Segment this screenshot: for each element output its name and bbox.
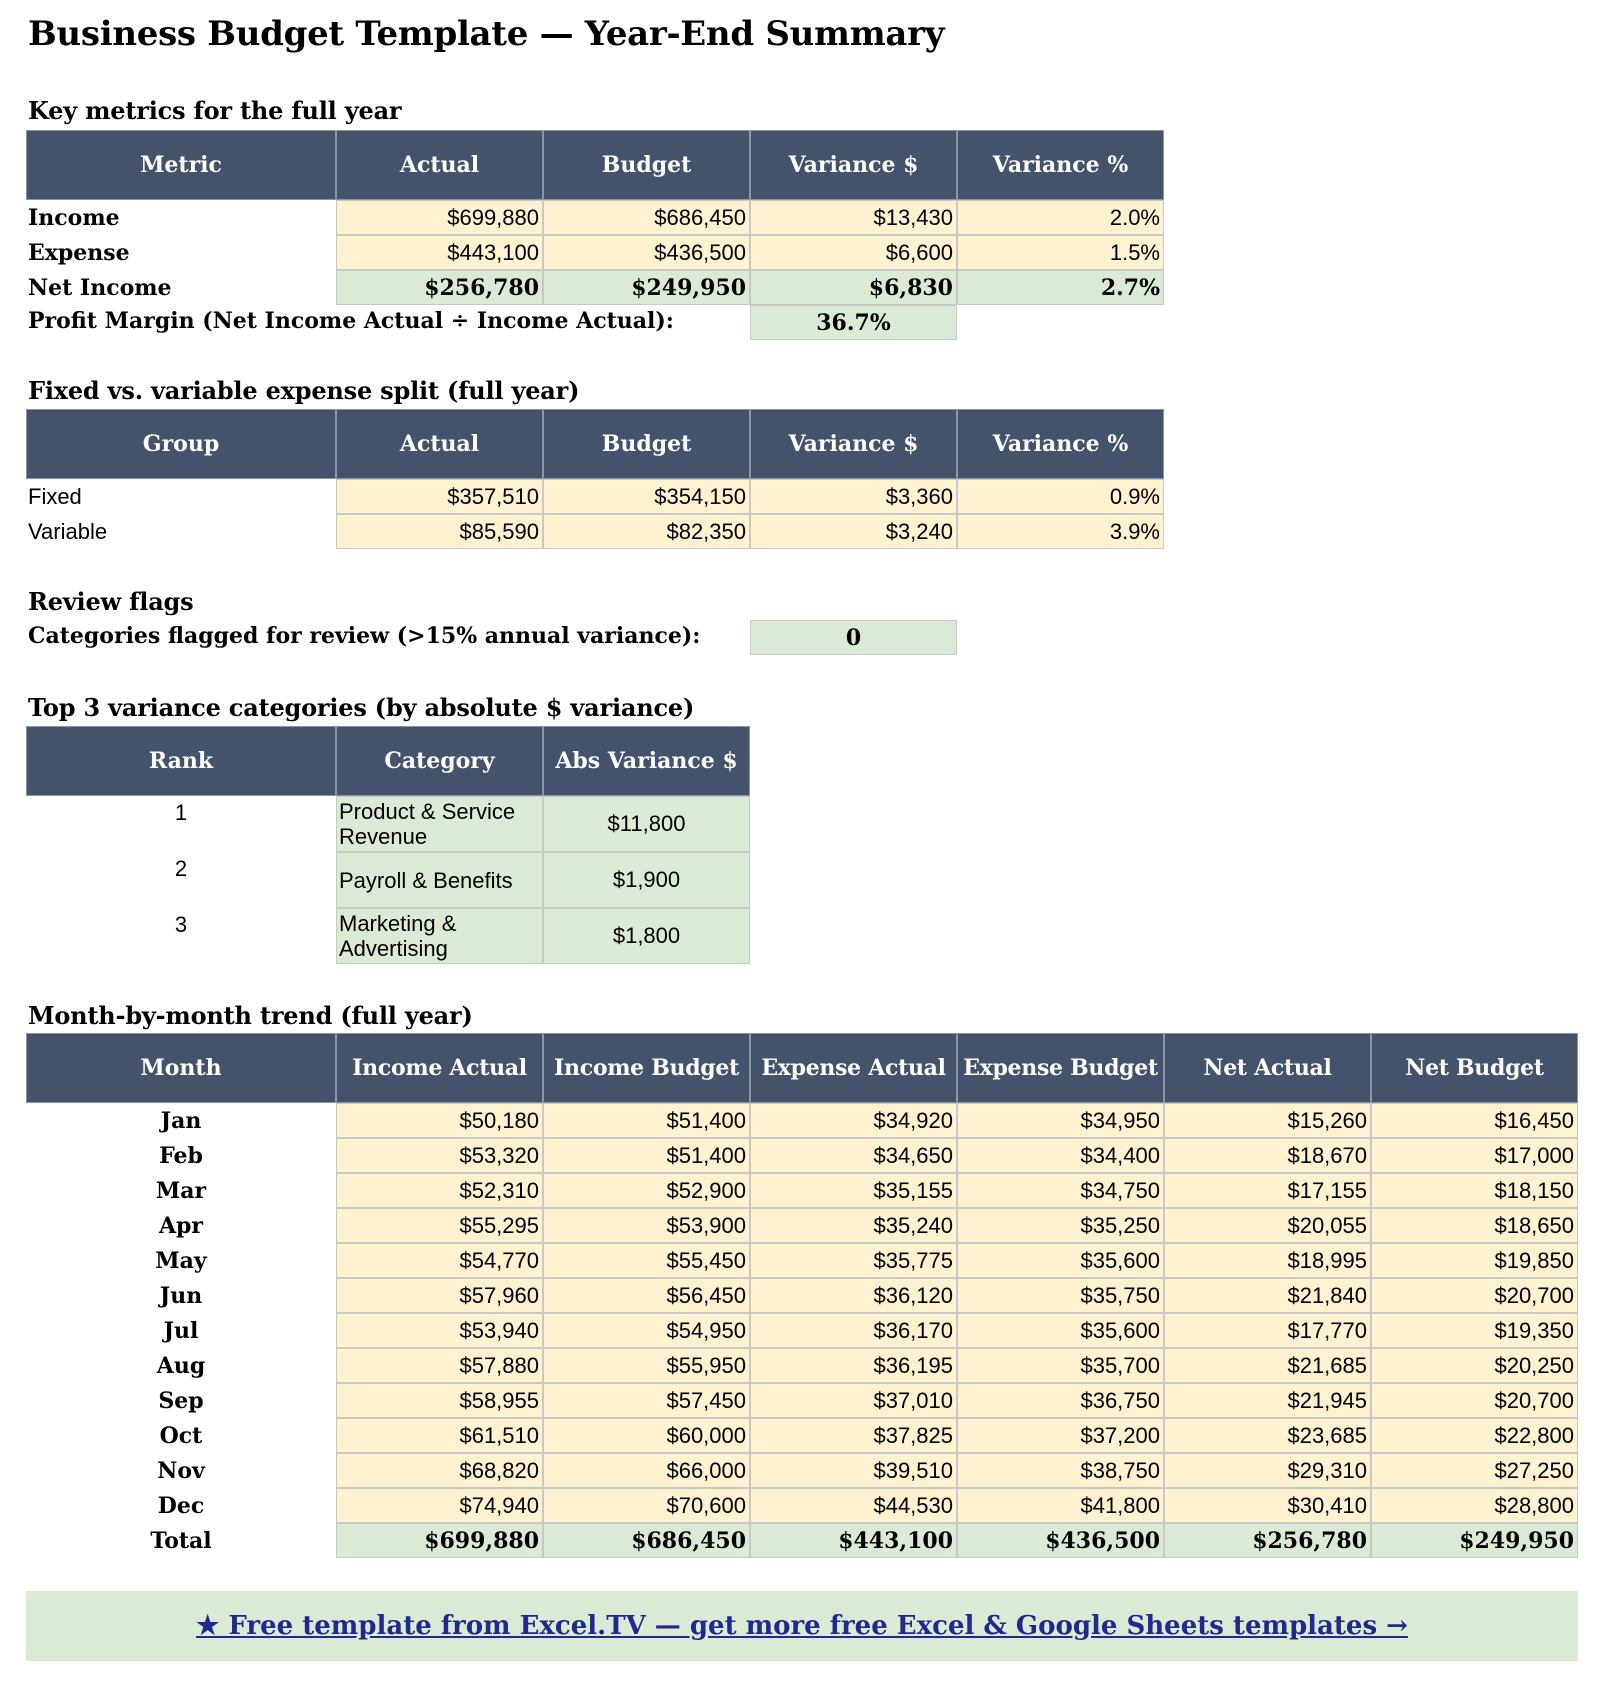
table-row: [26, 1313, 1578, 1348]
row-label: Income: [28, 204, 120, 231]
cell[interactable]: $36,195: [750, 1348, 957, 1383]
trend-table: [26, 1033, 1578, 1558]
cell[interactable]: $354,150: [543, 479, 750, 514]
cell[interactable]: $6,600: [750, 235, 957, 270]
cell[interactable]: $256,780: [336, 270, 543, 305]
table-header: [26, 130, 1164, 200]
month-label: Feb: [159, 1142, 203, 1169]
cell[interactable]: $17,000: [1371, 1138, 1578, 1173]
column-header: Rank: [26, 726, 336, 796]
cell[interactable]: $41,800: [957, 1488, 1164, 1523]
cell[interactable]: $21,840: [1164, 1278, 1371, 1313]
column-header: Actual: [336, 130, 543, 200]
key-metrics-title: Key metrics for the full year: [28, 96, 402, 125]
cell[interactable]: $82,350: [543, 514, 750, 549]
table-row: [26, 200, 1164, 235]
table-row: [26, 852, 750, 908]
column-header: Metric: [26, 130, 336, 200]
cell[interactable]: $35,700: [957, 1348, 1164, 1383]
cell[interactable]: $20,250: [1371, 1348, 1578, 1383]
top-variance-table: [26, 726, 750, 964]
cell[interactable]: $58,955: [336, 1383, 543, 1418]
cell[interactable]: $13,430: [750, 200, 957, 235]
cell[interactable]: $37,200: [957, 1418, 1164, 1453]
cell[interactable]: $74,940: [336, 1488, 543, 1523]
cell[interactable]: $37,010: [750, 1383, 957, 1418]
cell[interactable]: $6,830: [750, 270, 957, 305]
table-row: [26, 1138, 1578, 1173]
cell[interactable]: $53,940: [336, 1313, 543, 1348]
profit-margin-label: Profit Margin (Net Income Actual ÷ Income Actual):: [28, 308, 674, 334]
category-cell[interactable]: Product & Service Revenue: [336, 796, 543, 852]
cell[interactable]: $70,600: [543, 1488, 750, 1523]
cell[interactable]: $56,450: [543, 1278, 750, 1313]
cell[interactable]: $34,950: [957, 1103, 1164, 1138]
column-header: Budget: [543, 130, 750, 200]
column-header: Abs Variance $: [543, 726, 750, 796]
column-header: Month: [26, 1033, 336, 1103]
column-header: Net Actual: [1164, 1033, 1371, 1103]
cell[interactable]: $16,450: [1371, 1103, 1578, 1138]
cell[interactable]: $443,100: [336, 235, 543, 270]
table-row: [26, 1243, 1578, 1278]
cell[interactable]: $35,775: [750, 1243, 957, 1278]
category-cell[interactable]: Payroll & Benefits: [336, 852, 543, 908]
cell[interactable]: $357,510: [336, 479, 543, 514]
cell[interactable]: $436,500: [543, 235, 750, 270]
cell[interactable]: $18,670: [1164, 1138, 1371, 1173]
table-row: [26, 1488, 1578, 1523]
month-label: Total: [150, 1527, 212, 1554]
abs-variance-cell[interactable]: $1,900: [543, 852, 750, 908]
cell[interactable]: $686,450: [543, 1523, 750, 1558]
cell[interactable]: $55,450: [543, 1243, 750, 1278]
column-header: Net Budget: [1371, 1033, 1578, 1103]
cell[interactable]: $55,950: [543, 1348, 750, 1383]
table-header: [26, 409, 1164, 479]
cell[interactable]: 2.7%: [957, 270, 1164, 305]
month-label: Jan: [160, 1107, 202, 1134]
review-flags-value[interactable]: 0: [750, 620, 957, 655]
cell[interactable]: $19,350: [1371, 1313, 1578, 1348]
cell[interactable]: $3,360: [750, 479, 957, 514]
cell[interactable]: $57,450: [543, 1383, 750, 1418]
cell[interactable]: $35,600: [957, 1243, 1164, 1278]
column-header: Budget: [543, 409, 750, 479]
cell[interactable]: $53,900: [543, 1208, 750, 1243]
review-flags-title: Review flags: [28, 587, 194, 616]
table-row: [26, 1103, 1578, 1138]
cell[interactable]: $36,120: [750, 1278, 957, 1313]
rank-cell: 1: [174, 800, 188, 825]
month-label: Oct: [159, 1422, 203, 1449]
cell[interactable]: $44,530: [750, 1488, 957, 1523]
cell[interactable]: $17,155: [1164, 1173, 1371, 1208]
cell[interactable]: $34,650: [750, 1138, 957, 1173]
abs-variance-cell[interactable]: $11,800: [543, 796, 750, 852]
profit-margin-value[interactable]: 36.7%: [750, 305, 957, 340]
cell[interactable]: $55,295: [336, 1208, 543, 1243]
table-header: [26, 1033, 1578, 1103]
column-header: Variance %: [957, 130, 1164, 200]
abs-variance-cell[interactable]: $1,800: [543, 908, 750, 964]
cell[interactable]: $54,950: [543, 1313, 750, 1348]
cell[interactable]: $51,400: [543, 1138, 750, 1173]
cell[interactable]: 2.0%: [957, 200, 1164, 235]
table-row: [26, 908, 750, 964]
trend-title: Month-by-month trend (full year): [28, 1001, 473, 1030]
cell[interactable]: $18,995: [1164, 1243, 1371, 1278]
cell[interactable]: $85,590: [336, 514, 543, 549]
cell[interactable]: $699,880: [336, 200, 543, 235]
cell[interactable]: $256,780: [1164, 1523, 1371, 1558]
cell[interactable]: $51,400: [543, 1103, 750, 1138]
key-metrics-table: [26, 130, 1164, 305]
cell[interactable]: $35,250: [957, 1208, 1164, 1243]
table-row: [26, 1278, 1578, 1313]
page-title: Business Budget Template — Year-End Summary: [28, 14, 945, 54]
cell[interactable]: $35,155: [750, 1173, 957, 1208]
cell[interactable]: $19,850: [1371, 1243, 1578, 1278]
table-row: [26, 514, 1164, 549]
cell[interactable]: $35,240: [750, 1208, 957, 1243]
cell[interactable]: $60,000: [543, 1418, 750, 1453]
cell[interactable]: $34,750: [957, 1173, 1164, 1208]
cell[interactable]: 0.9%: [957, 479, 1164, 514]
cell[interactable]: $29,310: [1164, 1453, 1371, 1488]
expense-split-table: [26, 409, 1164, 549]
row-label: Net Income: [28, 274, 172, 301]
expense-split-title: Fixed vs. variable expense split (full year): [28, 376, 580, 405]
cell[interactable]: $34,920: [750, 1103, 957, 1138]
cell[interactable]: $20,700: [1371, 1383, 1578, 1418]
table-row-net-income: [26, 270, 1164, 305]
month-label: Sep: [158, 1387, 204, 1414]
excel-tv-link[interactable]: ★ Free template from Excel.TV — get more free Excel & Google Sheets templates →: [26, 1591, 1578, 1661]
column-header: Variance $: [750, 130, 957, 200]
cell[interactable]: $36,750: [957, 1383, 1164, 1418]
cell[interactable]: $21,685: [1164, 1348, 1371, 1383]
cell[interactable]: $23,685: [1164, 1418, 1371, 1453]
table-row: [26, 1383, 1578, 1418]
review-flags-label: Categories flagged for review (>15% annual variance):: [28, 623, 701, 649]
month-label: Jul: [163, 1317, 199, 1344]
table-row: [26, 1523, 1578, 1558]
column-header: Income Budget: [543, 1033, 750, 1103]
trend-body: [26, 1103, 1578, 1558]
cell[interactable]: $27,250: [1371, 1453, 1578, 1488]
month-label: Aug: [156, 1352, 206, 1379]
cell[interactable]: $15,260: [1164, 1103, 1371, 1138]
month-label: Nov: [157, 1457, 205, 1484]
cell[interactable]: $36,170: [750, 1313, 957, 1348]
cell[interactable]: $18,650: [1371, 1208, 1578, 1243]
table-row: [26, 235, 1164, 270]
month-label: Apr: [158, 1212, 204, 1239]
cell[interactable]: $443,100: [750, 1523, 957, 1558]
cell[interactable]: $39,510: [750, 1453, 957, 1488]
cell[interactable]: 3.9%: [957, 514, 1164, 549]
column-header: Variance %: [957, 409, 1164, 479]
cell[interactable]: $30,410: [1164, 1488, 1371, 1523]
row-label: Fixed: [28, 483, 82, 509]
column-header: Actual: [336, 409, 543, 479]
cell[interactable]: $249,950: [1371, 1523, 1578, 1558]
category-cell[interactable]: Marketing & Advertising: [336, 908, 543, 964]
cell[interactable]: $436,500: [957, 1523, 1164, 1558]
cell[interactable]: $57,880: [336, 1348, 543, 1383]
cell[interactable]: $50,180: [336, 1103, 543, 1138]
month-label: Dec: [157, 1492, 205, 1519]
month-label: Jun: [159, 1282, 203, 1309]
row-label: Expense: [28, 239, 130, 266]
cell[interactable]: $18,150: [1371, 1173, 1578, 1208]
cell[interactable]: $52,310: [336, 1173, 543, 1208]
cell[interactable]: $35,750: [957, 1278, 1164, 1313]
table-row: [26, 796, 750, 852]
cell[interactable]: $52,900: [543, 1173, 750, 1208]
cell[interactable]: $21,945: [1164, 1383, 1371, 1418]
rank-cell: 3: [174, 912, 188, 937]
month-label: May: [155, 1247, 207, 1274]
row-label: Variable: [28, 518, 108, 544]
column-header: Expense Budget: [957, 1033, 1164, 1103]
column-header: Variance $: [750, 409, 957, 479]
table-row: [26, 1173, 1578, 1208]
column-header: Group: [26, 409, 336, 479]
column-header: Expense Actual: [750, 1033, 957, 1103]
cell[interactable]: $20,055: [1164, 1208, 1371, 1243]
cell[interactable]: $17,770: [1164, 1313, 1371, 1348]
top-variance-title: Top 3 variance categories (by absolute $ variance): [28, 693, 695, 722]
cell[interactable]: $34,400: [957, 1138, 1164, 1173]
rank-cell: 2: [174, 856, 188, 881]
cell[interactable]: $686,450: [543, 200, 750, 235]
cell[interactable]: $20,700: [1371, 1278, 1578, 1313]
month-label: Mar: [155, 1177, 207, 1204]
cell[interactable]: $38,750: [957, 1453, 1164, 1488]
column-header: Income Actual: [336, 1033, 543, 1103]
cell[interactable]: $249,950: [543, 270, 750, 305]
table-row: [26, 1208, 1578, 1243]
cell[interactable]: $37,825: [750, 1418, 957, 1453]
cell[interactable]: $68,820: [336, 1453, 543, 1488]
cell[interactable]: $699,880: [336, 1523, 543, 1558]
cell[interactable]: $53,320: [336, 1138, 543, 1173]
cell[interactable]: $57,960: [336, 1278, 543, 1313]
cell[interactable]: 1.5%: [957, 235, 1164, 270]
table-row: [26, 1348, 1578, 1383]
table-row: [26, 479, 1164, 514]
cell[interactable]: $54,770: [336, 1243, 543, 1278]
cell[interactable]: $61,510: [336, 1418, 543, 1453]
column-header: Category: [336, 726, 543, 796]
cell[interactable]: $22,800: [1371, 1418, 1578, 1453]
cell[interactable]: $28,800: [1371, 1488, 1578, 1523]
cell[interactable]: $35,600: [957, 1313, 1164, 1348]
cell[interactable]: $66,000: [543, 1453, 750, 1488]
table-header: [26, 726, 750, 796]
cell[interactable]: $3,240: [750, 514, 957, 549]
table-row: [26, 1418, 1578, 1453]
table-row: [26, 1453, 1578, 1488]
